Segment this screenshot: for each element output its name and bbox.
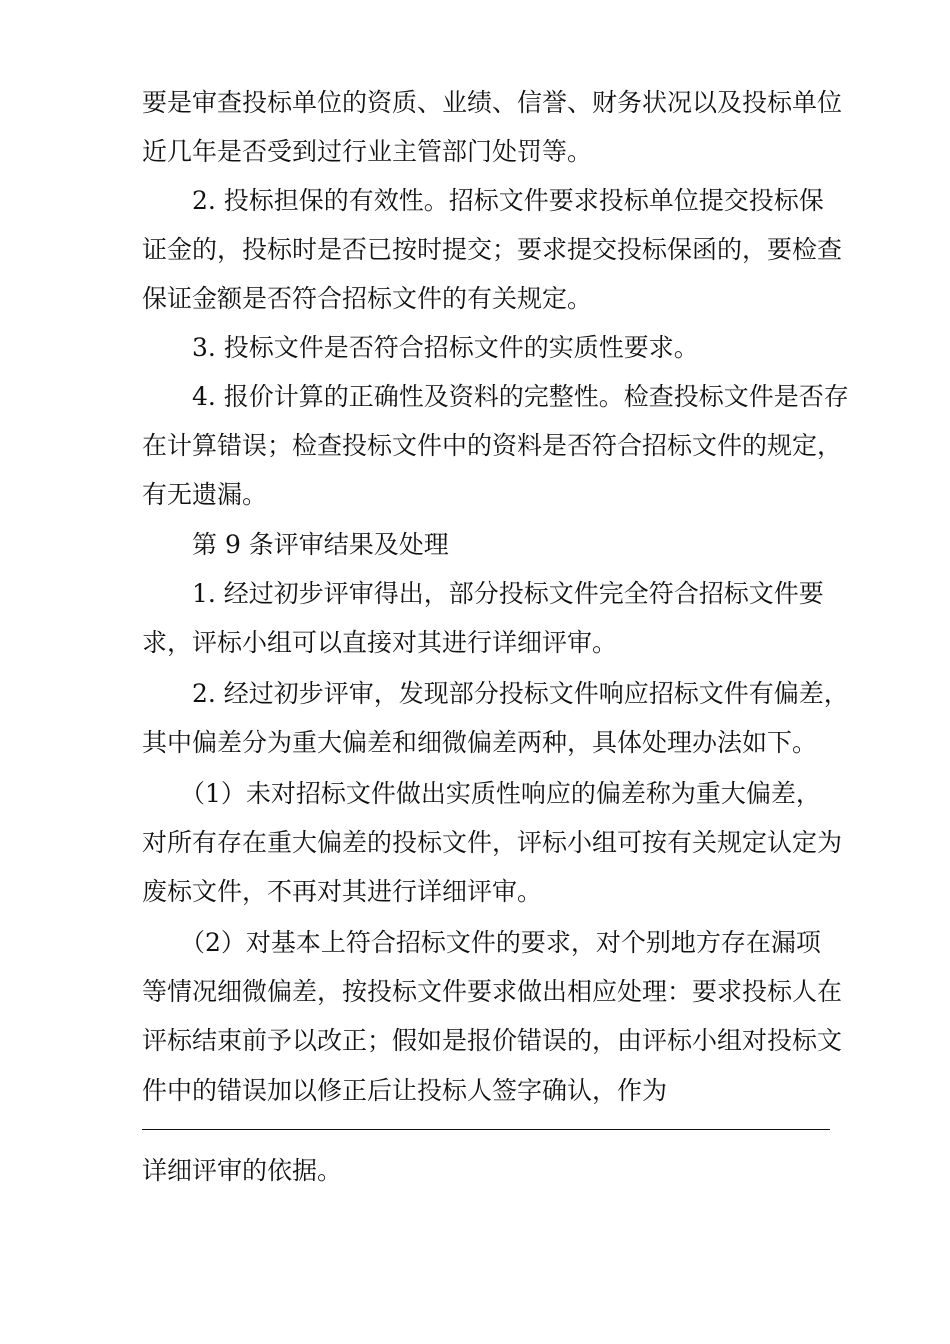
footnote-text: 详细评审的依据。: [142, 1156, 343, 1185]
body-text-line: 1. 经过初步评审得出，部分投标文件完全符合招标文件要: [192, 579, 824, 608]
footnote-divider: [142, 1129, 830, 1130]
body-text-line: 保证金额是否符合招标文件的有关规定。: [142, 284, 593, 313]
body-text-line: （1）未对招标文件做出实质性响应的偏差称为重大偏差，: [180, 779, 821, 808]
body-text-line: 求，评标小组可以直接对其进行详细评审。: [142, 628, 618, 657]
body-text-line: 在计算错误；检查投标文件中的资料是否符合招标文件的规定，: [142, 431, 843, 460]
body-text-line: 4. 报价计算的正确性及资料的完整性。检查投标文件是否存: [192, 382, 849, 411]
body-text-line: 近几年是否受到过行业主管部门处罚等。: [142, 137, 593, 166]
body-text-line: 2. 经过初步评审，发现部分投标文件响应招标文件有偏差，: [192, 679, 849, 708]
body-text-line: 有无遗漏。: [142, 480, 268, 509]
body-text-line: 证金的，投标时是否已按时提交；要求提交投标保函的，要检查: [142, 235, 843, 264]
body-text-line: 对所有存在重大偏差的投标文件，评标小组可按有关规定认定为: [142, 828, 843, 857]
body-text-line: 要是审查投标单位的资质、业绩、信誉、财务状况以及投标单位: [142, 88, 843, 117]
body-text-line: 等情况细微偏差，按投标文件要求做出相应处理：要求投标人在: [142, 977, 843, 1006]
body-text-line: 其中偏差分为重大偏差和细微偏差两种，具体处理办法如下。: [142, 728, 818, 757]
body-text-line: （2）对基本上符合招标文件的要求，对个别地方存在漏项: [180, 928, 821, 957]
body-text-line: 废标文件，不再对其进行详细评审。: [142, 877, 543, 906]
section-heading: 第 9 条评审结果及处理: [192, 530, 449, 559]
body-text-line: 2. 投标担保的有效性。招标文件要求投标单位提交投标保: [192, 186, 824, 215]
body-text-line: 评标结束前予以改正；假如是报价错误的，由评标小组对投标文: [142, 1026, 843, 1055]
body-text-line: 件中的错误加以修正后让投标人签字确认，作为: [142, 1076, 668, 1105]
body-text-line: 3. 投标文件是否符合招标文件的实质性要求。: [192, 333, 699, 362]
